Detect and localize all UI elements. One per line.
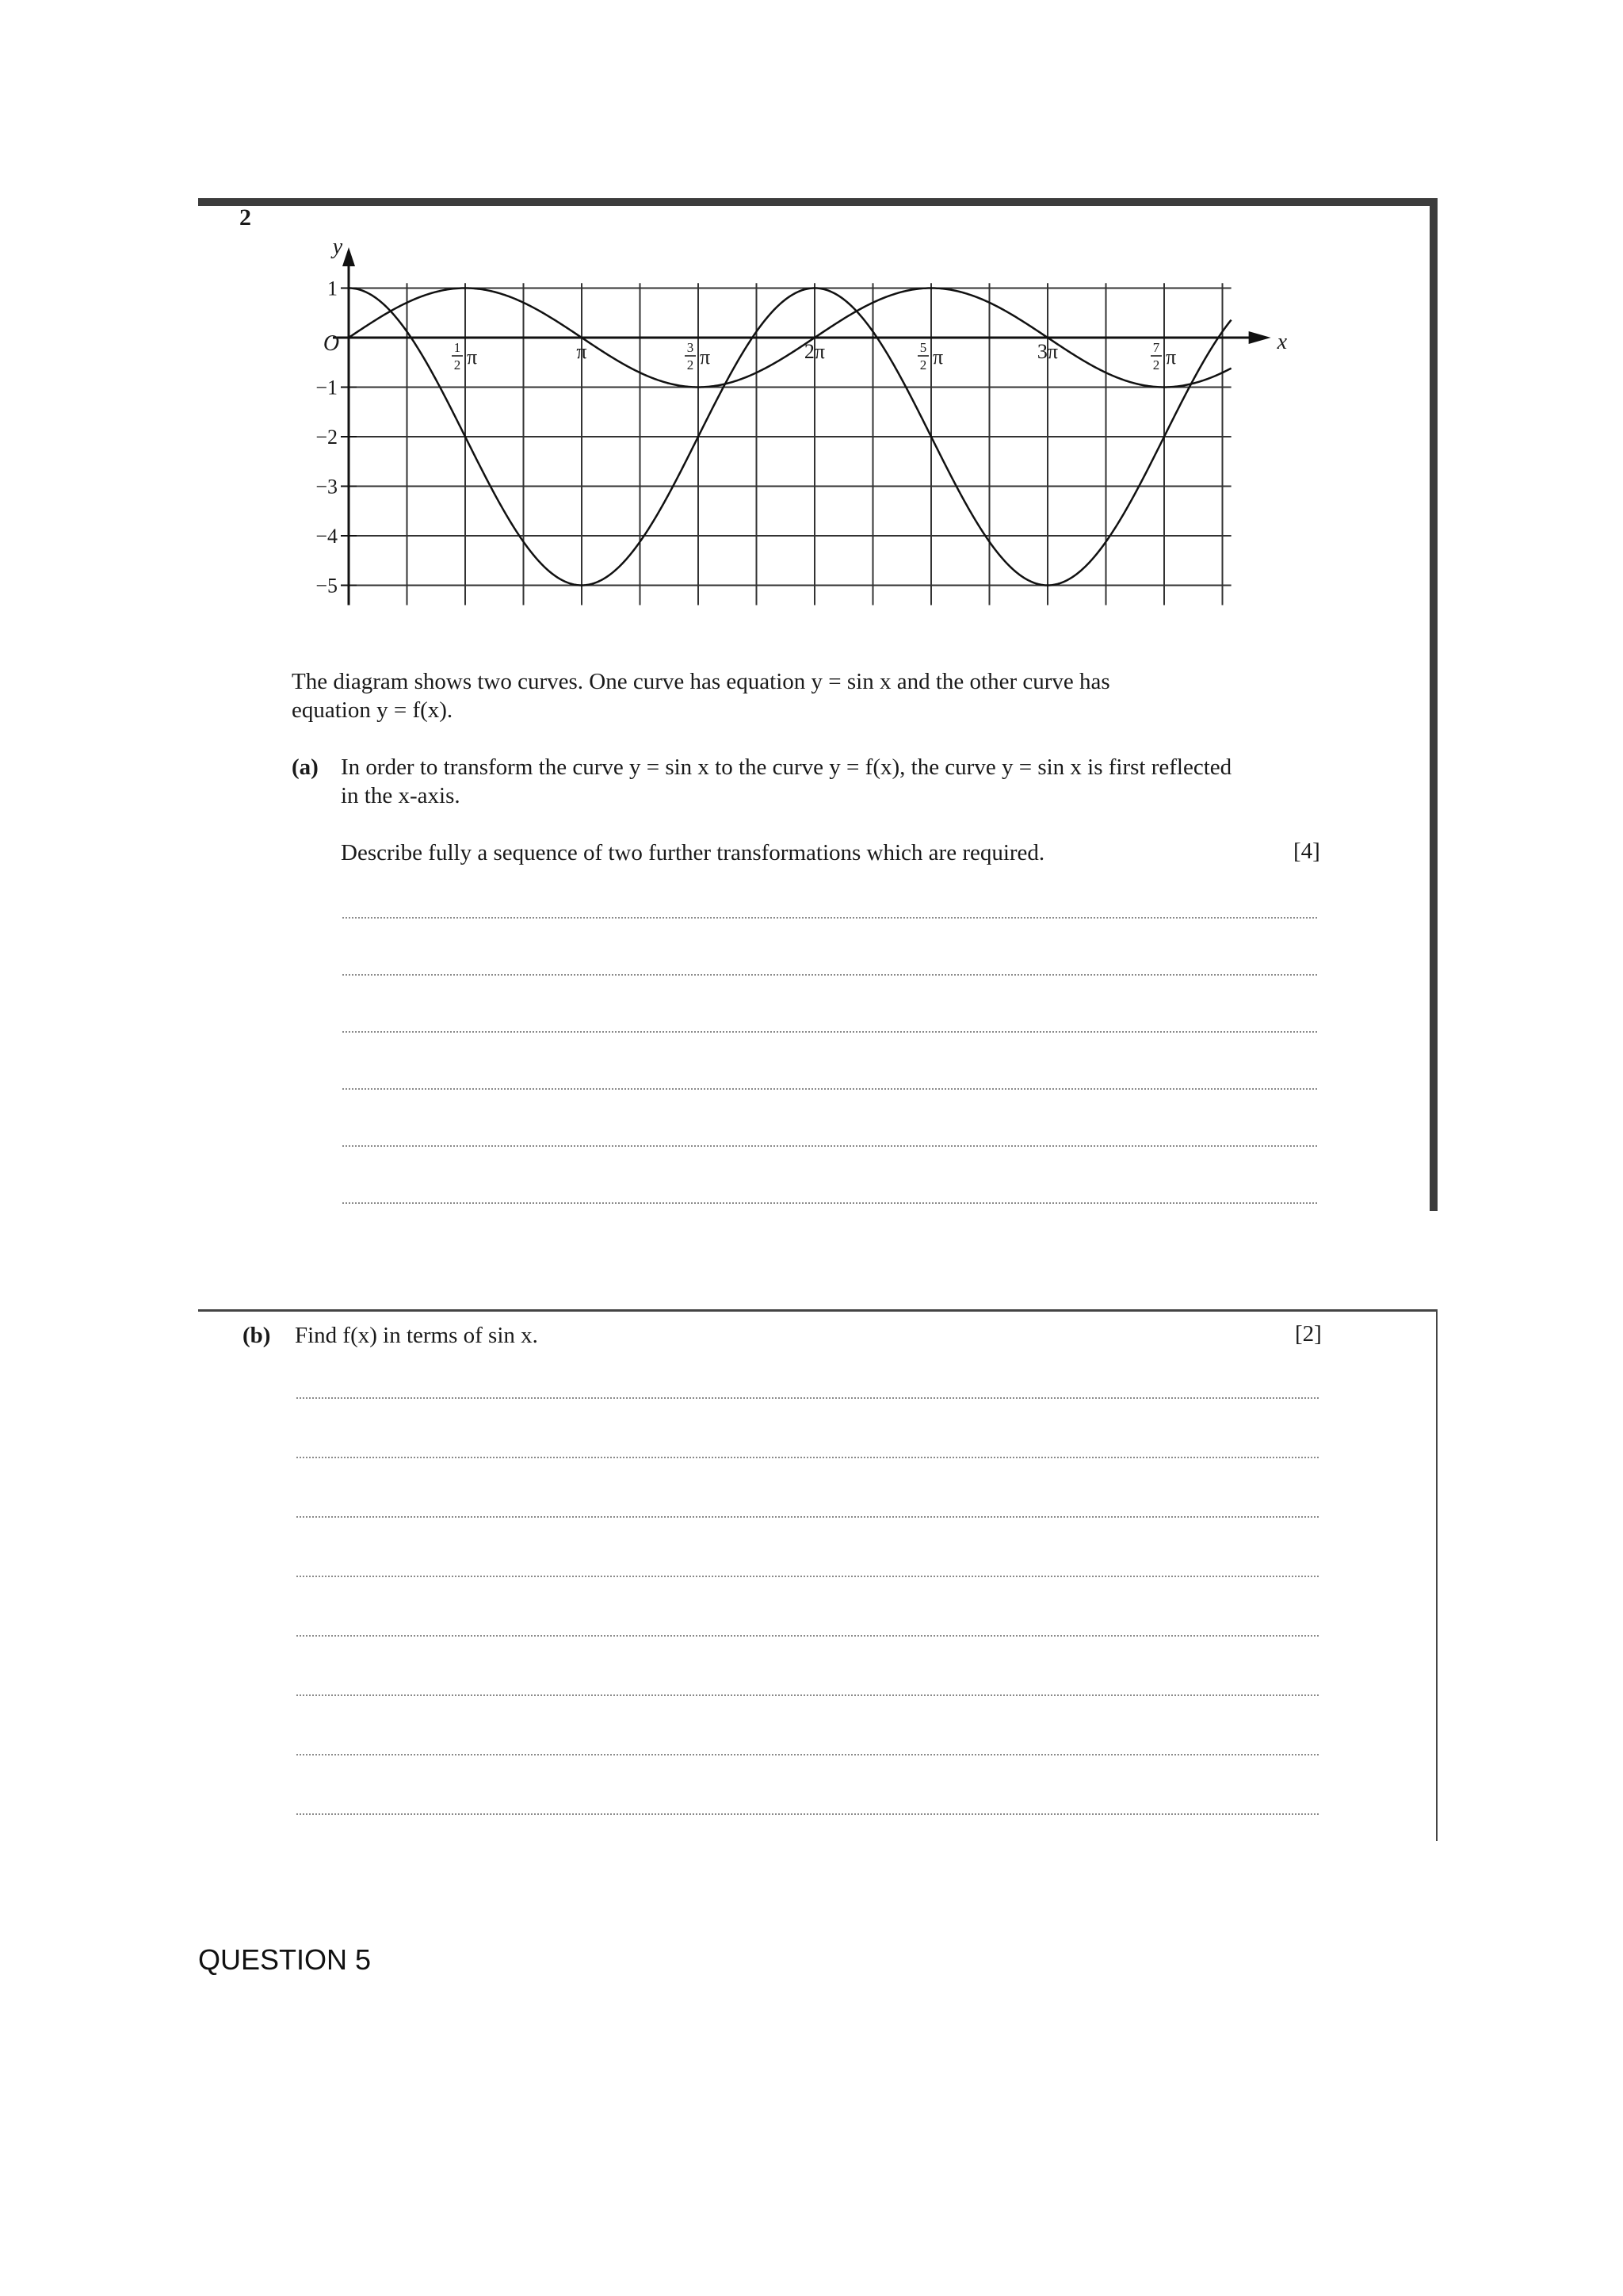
answer-line[interactable] [342, 1202, 1317, 1204]
x-tick-label: 2π [804, 340, 826, 363]
origin-label: O [323, 331, 340, 356]
y-tick-label: −2 [315, 426, 338, 449]
answer-line[interactable] [296, 1813, 1319, 1815]
fraction-denominator: 2 [686, 357, 694, 372]
y-tick-label: −5 [315, 574, 338, 598]
intro-line-1: The diagram shows two curves. One curve has equation y = sin x and the other curve has [292, 669, 1110, 694]
x-axis-label: x [1277, 330, 1288, 354]
answer-line[interactable] [296, 1397, 1319, 1399]
part-b-marks: [2] [1295, 1321, 1322, 1347]
answer-line[interactable] [342, 917, 1317, 919]
part-a-line-1: In order to transform the curve y = sin x to the curve y = f(x), the curve y = sin x is first reflected [341, 755, 1232, 780]
y-tick-label: −4 [315, 525, 338, 548]
fraction-symbol: π [467, 346, 478, 369]
question-footer: QUESTION 5 [198, 1943, 372, 1976]
answer-line[interactable] [342, 1145, 1317, 1147]
part-b-text: Find f(x) in terms of sin x. [295, 1323, 538, 1348]
fraction-symbol: π [700, 346, 711, 369]
answer-line[interactable] [296, 1516, 1319, 1518]
question-panel-b [198, 1309, 1438, 1841]
question-number: 2 [239, 204, 251, 231]
fraction-numerator: 1 [453, 340, 461, 355]
fraction-numerator: 7 [1152, 340, 1160, 355]
fraction-denominator: 2 [1152, 357, 1160, 372]
axes [333, 247, 1271, 606]
part-b-label: (b) [242, 1323, 271, 1348]
fraction-symbol: π [1166, 346, 1177, 369]
fraction-denominator: 2 [919, 357, 927, 372]
answer-line[interactable] [296, 1635, 1319, 1637]
part-a-label: (a) [292, 755, 319, 780]
y-axis-label: y [332, 235, 343, 259]
fraction-denominator: 2 [453, 357, 461, 372]
x-axis-arrow [1249, 331, 1271, 344]
y-axis-arrow [342, 247, 355, 266]
x-tick-label: π [576, 340, 587, 363]
fraction-symbol: π [933, 346, 944, 369]
intro-line-2: equation y = f(x). [292, 697, 453, 723]
y-tick-label: −3 [315, 475, 338, 499]
answer-line[interactable] [296, 1576, 1319, 1577]
part-a-marks: [4] [1293, 839, 1320, 864]
fraction-numerator: 3 [686, 340, 694, 355]
answer-line[interactable] [342, 1088, 1317, 1090]
answer-line[interactable] [296, 1457, 1319, 1458]
question-panel-a [198, 198, 1438, 1211]
fraction-numerator: 5 [919, 340, 927, 355]
answer-line[interactable] [296, 1754, 1319, 1755]
part-a-instruction: Describe fully a sequence of two further transformations which are required. [341, 840, 1045, 865]
intro-text [292, 667, 1110, 724]
part-a-text [341, 753, 1232, 810]
part-a-line-2: in the x-axis. [341, 783, 460, 808]
answer-line[interactable] [342, 1031, 1317, 1033]
x-tick-label: 3π [1037, 340, 1059, 363]
y-tick-label: −1 [315, 376, 338, 399]
y-tick-label: 1 [327, 277, 338, 300]
answer-line[interactable] [296, 1694, 1319, 1696]
graph [198, 206, 1438, 618]
grid [349, 283, 1232, 605]
answer-line[interactable] [342, 974, 1317, 976]
